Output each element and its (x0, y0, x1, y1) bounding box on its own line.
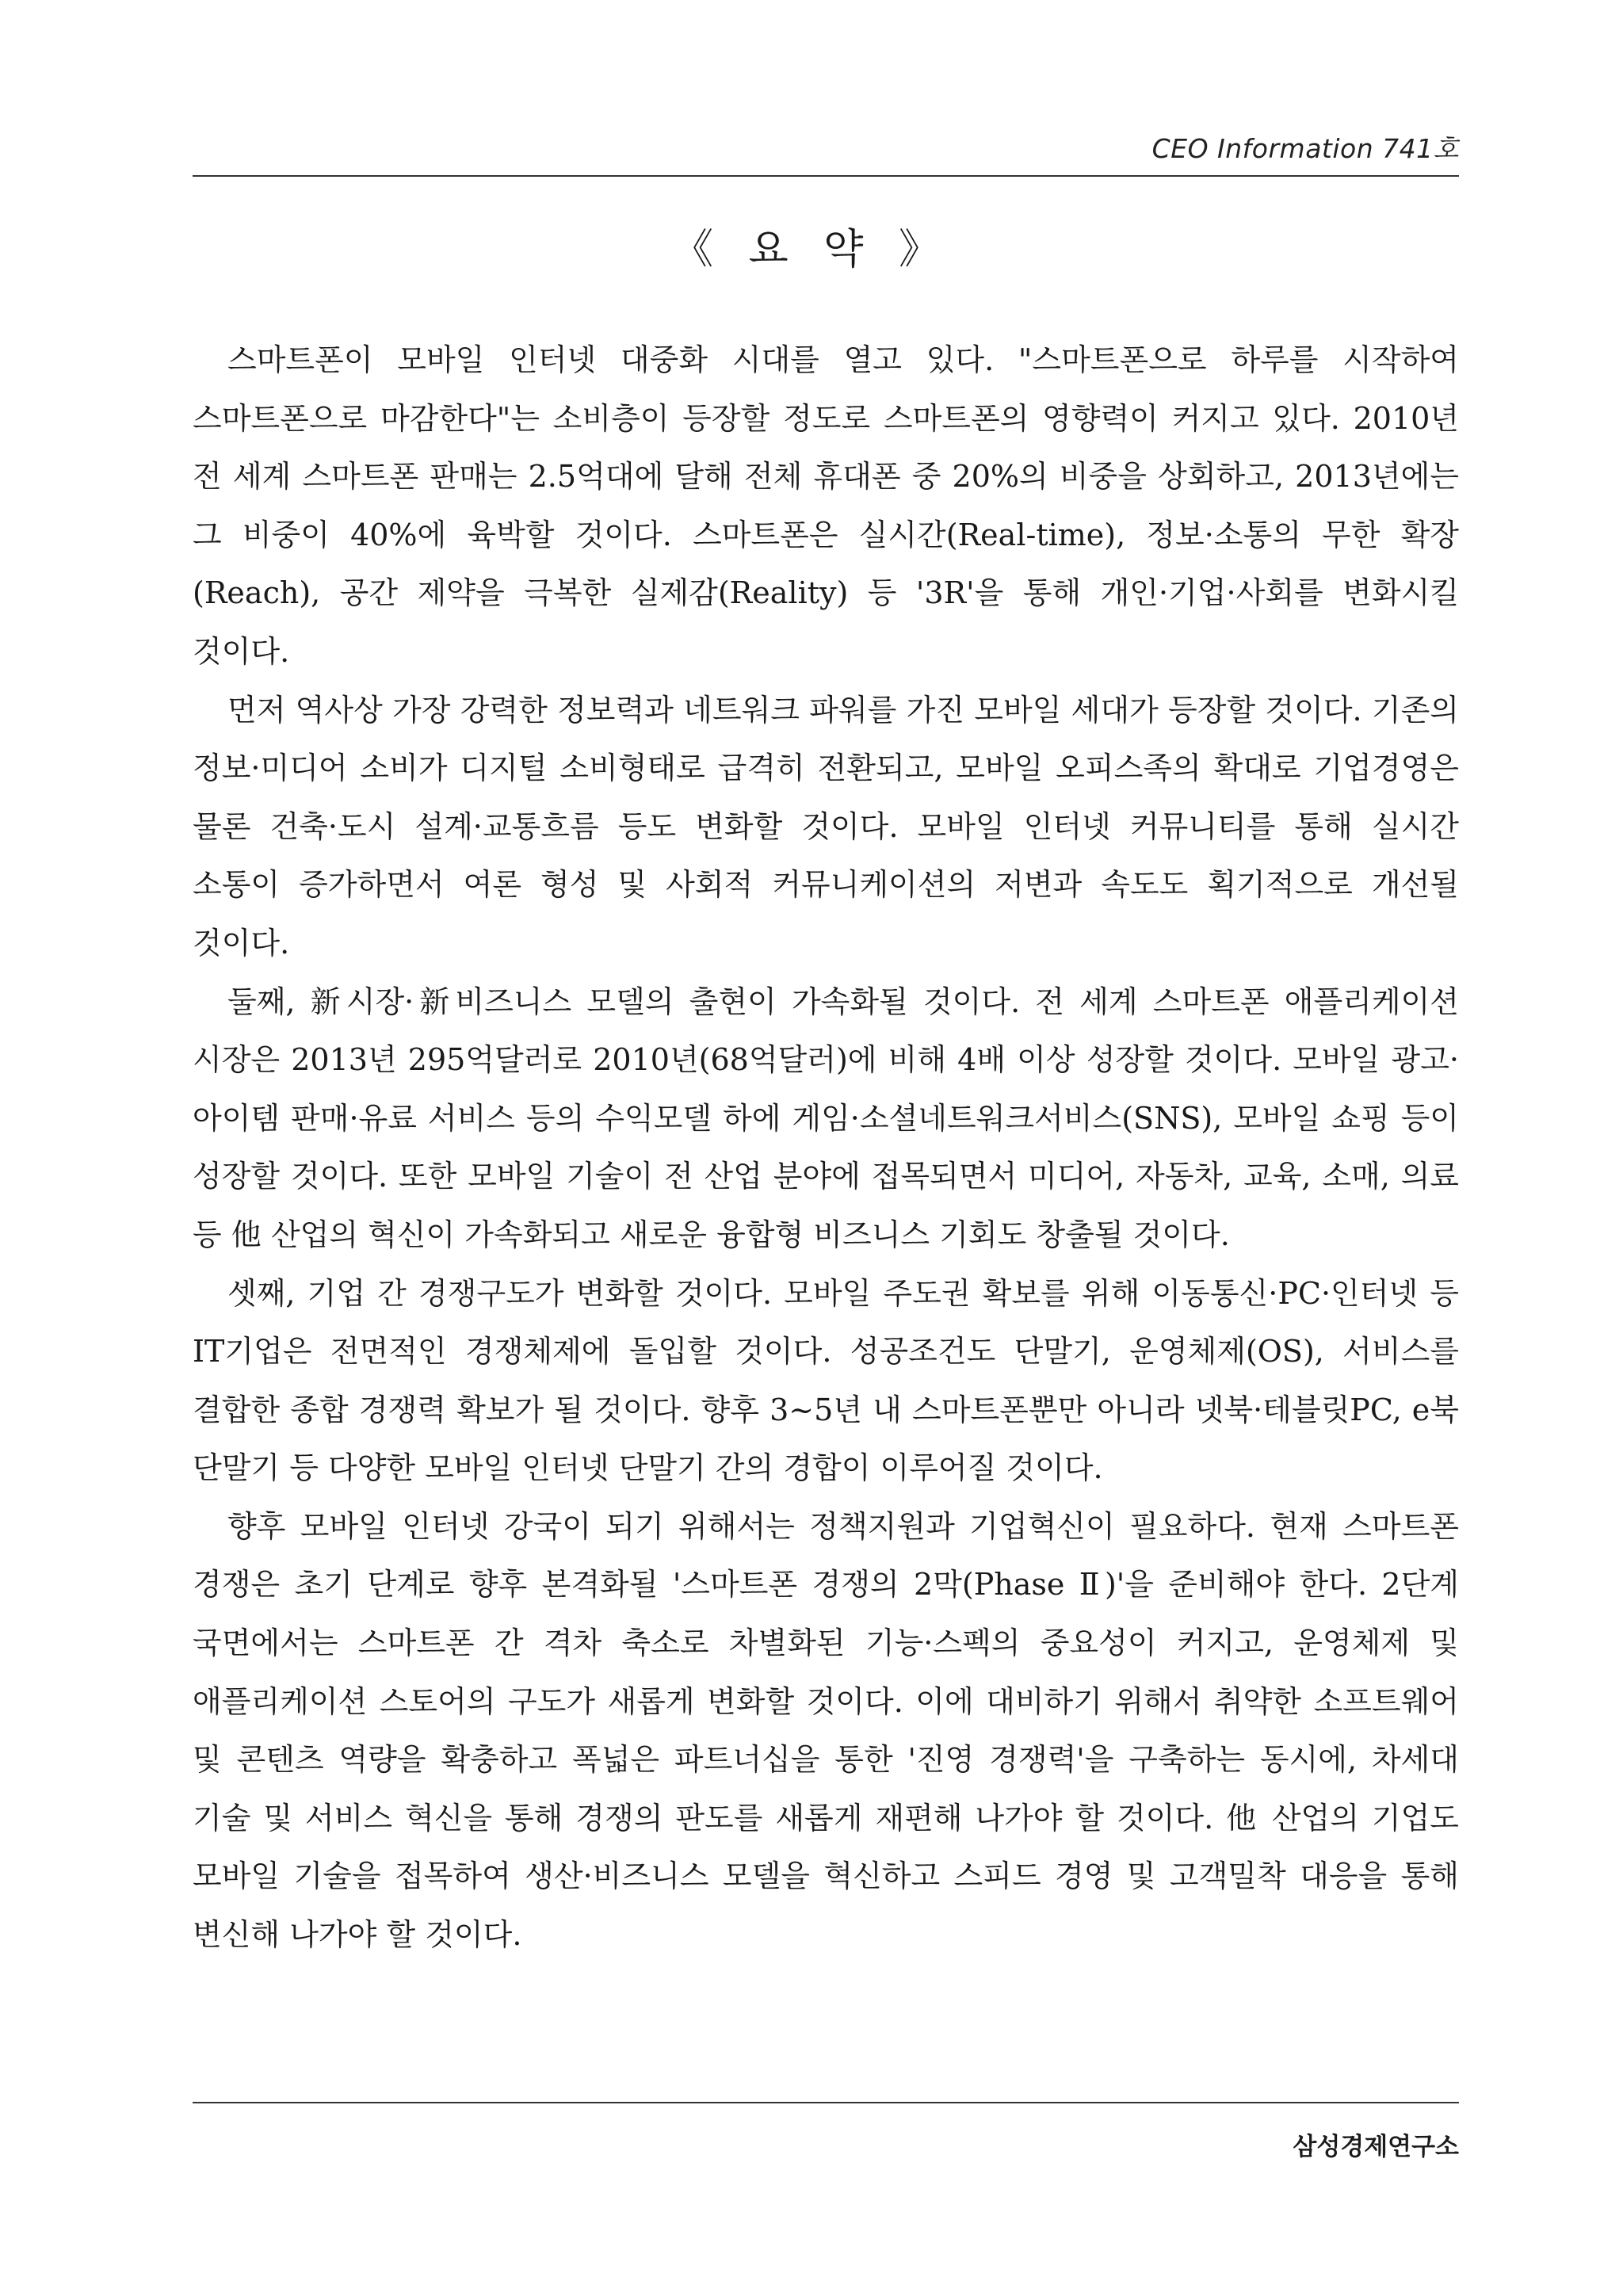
paragraph-third: 셋째, 기업 간 경쟁구도가 변화할 것이다. 모바일 주도권 확보를 위해 이동통신·PC·인터넷 등 IT기업은 전면적인 경쟁체제에 돌입할 것이다. 성공조건도 단말기, 운영체제(OS), 서비스를 결합한 종합 경쟁력 확보가 될 것이다. 향후 3~5년 내 스마트폰뿐만 아니라 넷북·테블릿PC, e북 단말기 등 다양한 모바일 인터넷 단말기 간의 경합이 이루어질 것이다. (193, 1275, 1459, 1486)
paragraph-first: 먼저 역사상 가장 강력한 정보력과 네트워크 파워를 가진 모바일 세대가 등장할 것이다. 기존의 정보·미디어 소비가 디지털 소비형태로 급격히 전환되고, 모바일 오피스족의 확대로 기업경영은 물론 건축·도시 설계·교통흐름 등도 변화할 것이다. 모바일 인터넷 커뮤니티를 통해 실시간 소통이 증가하면서 여론 형성 및 사회적 커뮤니케이션의 저변과 속도도 획기적으로 개선될 것이다. (193, 692, 1459, 961)
summary-title: 《 요 약 》 (671, 226, 952, 273)
paragraph-intro: 스마트폰이 모바일 인터넷 대중화 시대를 열고 있다. "스마트폰으로 하루를 시작하여 스마트폰으로 마감한다"는 소비층이 등장할 정도로 스마트폰의 영향력이 커지고 있다. 2010년 전 세계 스마트폰 판매는 2.5억대에 달해 전체 휴대폰 중 20%의 비중을 상회하고, 2013년에는 그 비중이 40%에 육박할 것이다. 스마트폰은 실시간(Real-time), 정보·소통의 무한 확장(Reach), 공간 제약을 극복한 실제감(Reality) 등 '3R'을 통해 개인·기업·사회를 변화시킬 것이다. (193, 342, 1459, 669)
header-divider (193, 175, 1459, 177)
organization-footer: 삼성경제연구소 (1293, 2133, 1459, 2161)
publication-header: CEO Information 741호 (1151, 133, 1459, 164)
summary-body (193, 331, 1459, 1965)
footer-divider (193, 2102, 1459, 2103)
paragraph-conclusion: 향후 모바일 인터넷 강국이 되기 위해서는 정책지원과 기업혁신이 필요하다. 현재 스마트폰 경쟁은 초기 단계로 향후 본격화될 '스마트폰 경쟁의 2막(Phase Ⅱ)'을 준비해야 한다. 2단계 국면에서는 스마트폰 간 격차 축소로 차별화된 기능·스펙의 중요성이 커지고, 운영체제 및 애플리케이션 스토어의 구도가 새롭게 변화할 것이다. 이에 대비하기 위해서 취약한 소프트웨어 및 콘텐츠 역량을 확충하고 폭넓은 파트너십을 통한 '진영 경쟁력'을 구축하는 동시에, 차세대 기술 및 서비스 혁신을 통해 경쟁의 판도를 새롭게 재편해 나가야 할 것이다. 他 산업의 기업도 모바일 기술을 접목하여 생산·비즈니스 모델을 혁신하고 스피드 경영 및 고객밀착 대응을 통해 변신해 나가야 할 것이다. (193, 1508, 1459, 1953)
paragraph-second: 둘째, 新시장·新비즈니스 모델의 출현이 가속화될 것이다. 전 세계 스마트폰 애플리케이션 시장은 2013년 295억달러로 2010년(68억달러)에 비해 4배 이상 성장할 것이다. 모바일 광고·아이템 판매·유료 서비스 등의 수익모델 하에 게임·소셜네트워크서비스(SNS), 모바일 쇼핑 등이 성장할 것이다. 또한 모바일 기술이 전 산업 분야에 접목되면서 미디어, 자동차, 교육, 소매, 의료 등 他 산업의 혁신이 가속화되고 새로운 융합형 비즈니스 기회도 창출될 것이다. (193, 984, 1459, 1252)
